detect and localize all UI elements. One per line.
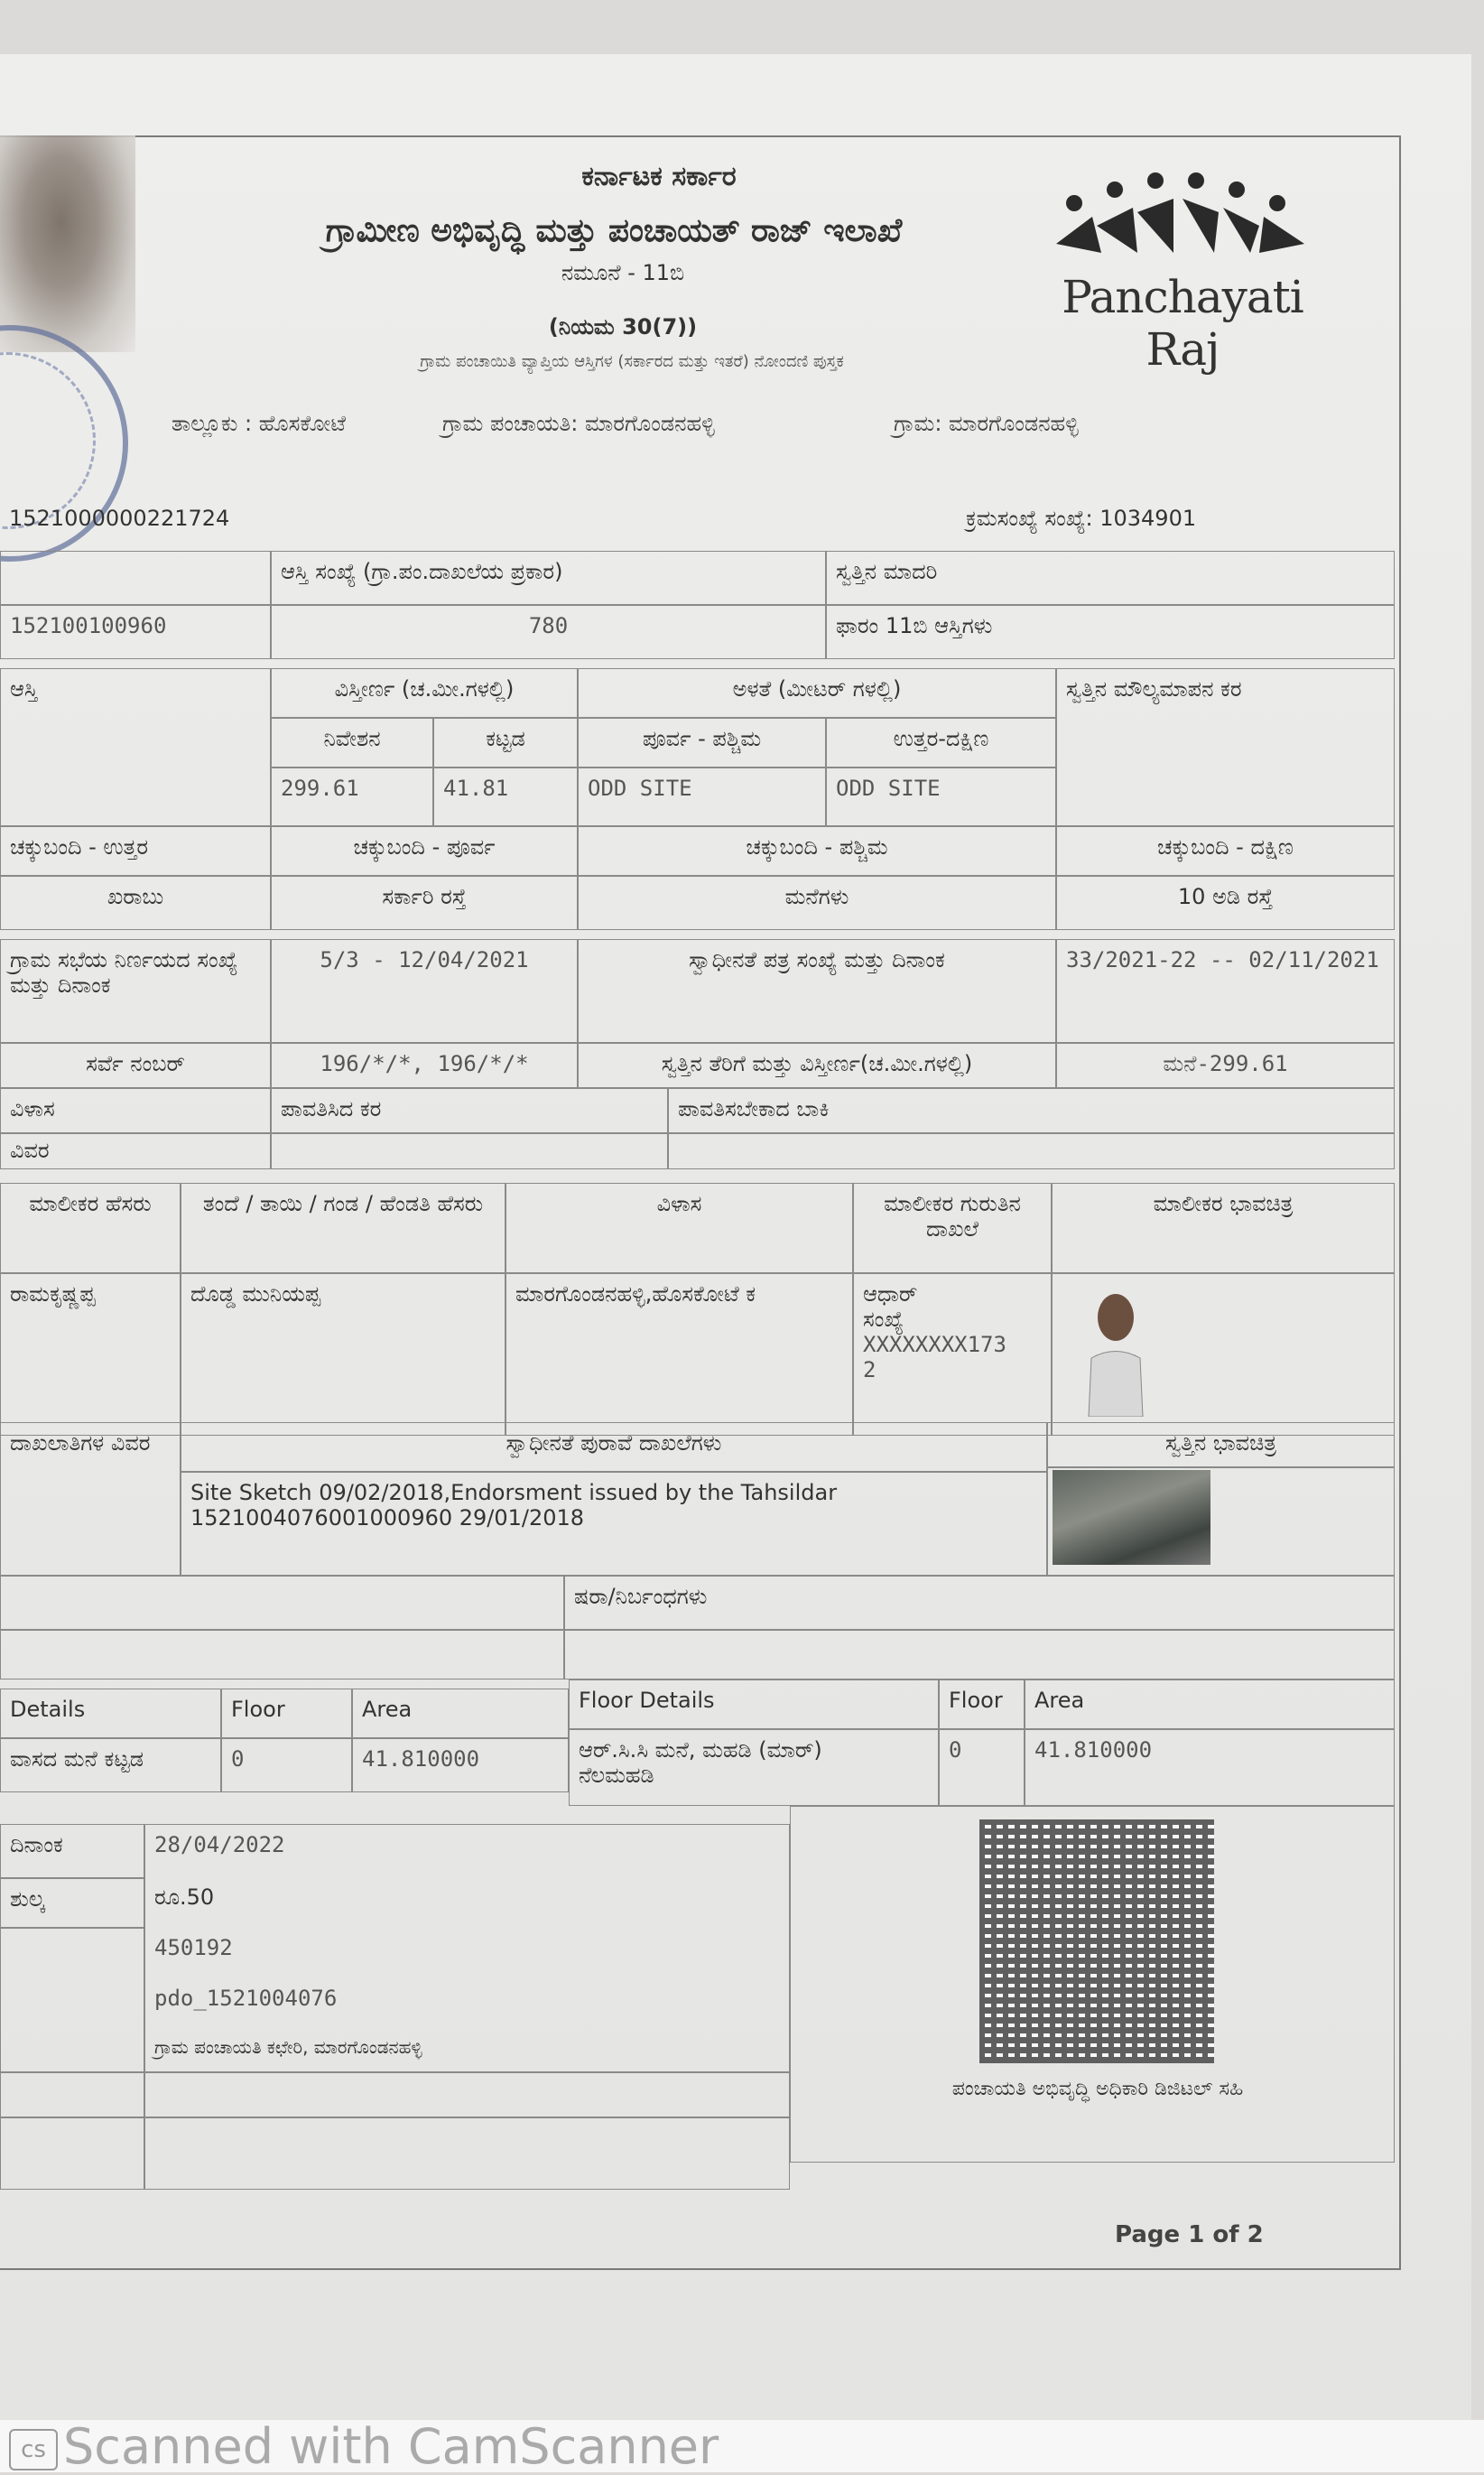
issue-date: 28/04/2022 <box>154 1832 285 1857</box>
area-header-right: Area <box>1025 1679 1395 1729</box>
floor-left-detail: ವಾಸದ ಮನೆ ಕಟ್ಟಡ <box>0 1738 221 1792</box>
camscanner-watermark: Scanned with CamScanner <box>63 2418 719 2475</box>
owner-id-number-end: 2 <box>863 1357 876 1382</box>
blank-cell <box>0 1928 144 2072</box>
tax-paid-label: ಪಾವತಿಸಿದ ಕರ <box>271 1088 668 1133</box>
dimension-header: ಅಳತೆ (ಮೀಟರ್ ಗಳಲ್ಲಿ) <box>578 668 1056 718</box>
owner-id-cell <box>853 1273 1052 1436</box>
gram-panchayat-label: ಗ್ರಾಮ ಪಂಚಾಯತಿ: ಮಾರಗೊಂಡನಹಳ್ಳಿ <box>442 411 715 436</box>
govt-title: ಕರ್ನಾಟಕ ಸರ್ಕಾರ <box>581 161 737 192</box>
building-label: ಕಟ್ಟಡ <box>433 718 578 768</box>
east-west-label: ಪೂರ್ವ - ಪಶ್ಚಿಮ <box>578 718 826 768</box>
karnataka-emblem-icon <box>0 135 135 352</box>
tax-area-label: ಸ್ವತ್ತಿನ ತೆರಿಗೆ ಮತ್ತು ವಿಸ್ತೀರ್ಣ(ಚ.ಮೀ.ಗಳಲ್ಲಿ) <box>578 1043 1056 1088</box>
property-number: 780 <box>271 605 826 659</box>
survey-label: ಸರ್ವೆ ನಂಬರ್ <box>0 1043 271 1088</box>
boundary-north-label: ಚಕ್ಕುಬಂದಿ - ಉತ್ತರ <box>0 826 271 876</box>
boundary-south-label: ಚಕ್ಕುಬಂದಿ - ದಕ್ಷಿಣ <box>1056 826 1395 876</box>
issue-date-label: ದಿನಾಂಕ <box>0 1824 144 1878</box>
issue-fee: ರೂ.50 <box>154 1884 215 1910</box>
owner-photo-cell <box>1052 1273 1395 1436</box>
site-area: 299.61 <box>271 768 433 826</box>
property-col-label: ಆಸ್ತಿ <box>0 668 271 826</box>
tax-area-value: ಮನೆ-299.61 <box>1056 1043 1395 1088</box>
tax-due-label: ಪಾವತಿಸಬೇಕಾದ ಬಾಕಿ <box>668 1088 1395 1133</box>
department-title: ಗ್ರಾಮೀಣ ಅಭಿವೃದ್ಧಿ ಮತ್ತು ಪಂಚಾಯತ್ ರಾಜ್ ಇಲಾಖೆ <box>325 212 903 249</box>
issued-by-user: pdo_1521004076 <box>154 1986 338 2011</box>
north-south-label: ಉತ್ತರ-ದಕ್ಷಿಣ <box>826 718 1056 768</box>
owner-name: ರಾಮಕೃಷ್ಣಪ್ಪ <box>0 1273 181 1436</box>
floor-left-area: 41.810000 <box>352 1738 569 1792</box>
property-type-value: ಫಾರಂ 11ಬಿ ಆಸ್ತಿಗಳು <box>826 605 1395 659</box>
boundary-north-value: ಖರಾಬು <box>0 876 271 930</box>
floor-header: Floor <box>221 1689 352 1738</box>
survey-value: 196/*/*, 196/*/* <box>271 1043 578 1088</box>
blank-cell <box>0 1576 564 1630</box>
page-number: Page 1 of 2 <box>1115 2221 1264 2248</box>
tax-header: ಸ್ವತ್ತಿನ ಮೌಲ್ಯಮಾಪನ ಕರ <box>1056 668 1395 826</box>
boundary-west-label: ಚಕ್ಕುಬಂದಿ - ಪಶ್ಚಿಮ <box>578 826 1056 876</box>
remarks-label: ಷರಾ/ನಿರ್ಬಂಧಗಳು <box>564 1576 1395 1630</box>
property-photo-label: ಸ್ವತ್ತಿನ ಭಾವಚಿತ್ರ <box>1047 1422 1395 1467</box>
owner-photo <box>1084 1281 1147 1417</box>
floor-header-2: Floor <box>939 1679 1025 1729</box>
boundary-south-value: 10 ಅಡಿ ರಸ್ತೆ <box>1056 876 1395 930</box>
floor-details-header: Details <box>0 1689 221 1738</box>
building-area: 41.81 <box>433 768 578 826</box>
owner-id-number: XXXXXXXX173 <box>863 1332 1006 1357</box>
possession-proof-label: ಸ್ವಾಧೀನತೆ ಪುರಾವೆ ದಾಖಲೆಗಳು <box>181 1422 1047 1472</box>
possession-value: 33/2021-22 -- 02/11/2021 <box>1056 939 1395 1043</box>
area-header-left: Area <box>352 1689 569 1738</box>
issuing-office: ಗ್ರಾಮ ಪಂಚಾಯತಿ ಕಛೇರಿ, ಮಾರಗೊಂಡನಹಳ್ಳಿ <box>154 2036 422 2058</box>
owner-father-name: ದೊಡ್ಡ ಮುನಿಯಪ್ಪ <box>181 1273 505 1436</box>
blank-cell <box>564 1630 1395 1679</box>
digital-signature-label: ಪಂಚಾಯತಿ ಅಭಿವೃದ್ಧಿ ಅಧಿಕಾರಿ ಡಿಜಿಟಲ್ ಸಹಿ <box>951 2078 1244 2100</box>
blank-cell <box>0 2072 144 2117</box>
form-number: ನಮೂನೆ - 11ಬಿ <box>561 260 685 285</box>
resolution-label: ಗ್ರಾಮ ಸಭೆಯ ನಿರ್ಣಯದ ಸಂಖ್ಯೆ ಮತ್ತು ದಿನಾಂಕ <box>0 939 271 1043</box>
area-header: ವಿಸ್ತೀರ್ಣ (ಚ.ಮೀ.ಗಳಲ್ಲಿ) <box>271 668 578 718</box>
floor-right-detail-2: ನೆಲಮಹಡಿ <box>579 1763 654 1788</box>
receipt-number: 450192 <box>154 1935 233 1960</box>
property-number-label: ಆಸ್ತಿ ಸಂಖ್ಯೆ (ಗ್ರಾ.ಪಂ.ದಾಖಲೆಯ ಪ್ರಕಾರ) <box>271 551 826 605</box>
issue-details-cell <box>144 1824 790 2072</box>
property-type-label: ಸ್ವತ್ತಿನ ಮಾದರಿ <box>826 551 1395 605</box>
boundary-east-value: ಸರ್ಕಾರಿ ರಸ್ತೆ <box>271 876 578 930</box>
owner-id-type: ಆಧಾರ್ <box>863 1281 918 1307</box>
blank-cell <box>144 2117 790 2190</box>
blank-cell <box>144 2072 790 2117</box>
qr-code <box>979 1819 1214 2063</box>
docs-line-2: 1521004076001000960 29/01/2018 <box>190 1505 585 1531</box>
floor-left-floor: 0 <box>221 1738 352 1792</box>
camscanner-icon: cs <box>9 2429 58 2470</box>
docs-label: ದಾಖಲಾತಿಗಳ ವಿವರ <box>0 1422 181 1576</box>
owner-id-header: ಮಾಲೀಕರ ಗುರುತಿನ ದಾಖಲೆ <box>853 1183 1052 1273</box>
resolution-value: 5/3 - 12/04/2021 <box>271 939 578 1043</box>
north-south-value: ODD SITE <box>826 768 1056 826</box>
possession-label: ಸ್ವಾಧೀನತೆ ಪತ್ರ ಸಂಖ್ಯೆ ಮತ್ತು ದಿನಾಂಕ <box>578 939 1056 1043</box>
boundary-east-label: ಚಕ್ಕುಬಂದಿ - ಪೂರ್ವ <box>271 826 578 876</box>
owner-id-sub: ಸಂಖ್ಯೆ <box>863 1307 904 1332</box>
floor-right-floor: 0 <box>939 1729 1025 1806</box>
floor-right-detail-cell <box>569 1729 939 1806</box>
property-photo <box>1053 1470 1210 1565</box>
blank-cell <box>0 551 271 605</box>
owner-photo-header: ಮಾಲೀಕರ ಭಾವಚಿತ್ರ <box>1052 1183 1395 1273</box>
property-left-id: 152100100960 <box>0 605 271 659</box>
boundary-west-value: ಮನೆಗಳು <box>578 876 1056 930</box>
panchayati-raj-logo-text: Panchayati Raj <box>1062 271 1303 376</box>
taluk-label: ತಾಲ್ಲೂಕು : ಹೊಸಕೋಟೆ <box>172 411 346 436</box>
blank-cell <box>0 2117 144 2190</box>
blank-cell <box>0 1630 564 1679</box>
docs-detail-cell <box>181 1472 1047 1576</box>
village-label: ಗ್ರಾಮ: ಮಾರಗೊಂಡನಹಳ್ಳಿ <box>894 411 1079 436</box>
site-label: ನಿವೇಶನ <box>271 718 433 768</box>
issue-fee-label: ಶುಲ್ಕ <box>0 1878 144 1928</box>
detail-label: ವಿವರ <box>0 1133 271 1169</box>
owner-address-header: ವಿಳಾಸ <box>505 1183 853 1273</box>
floor-right-detail: ಆರ್.ಸಿ.ಸಿ ಮನೆ, ಮಹಡಿ (ಮಾರ್) <box>579 1737 822 1763</box>
blank-cell <box>668 1133 1395 1169</box>
relation-header: ತಂದೆ / ತಾಯಿ / ಗಂಡ / ಹೆಂಡತಿ ಹೆಸರು <box>181 1183 505 1273</box>
form-subtitle: ಗ್ರಾಮ ಪಂಚಾಯಿತಿ ವ್ಯಾಪ್ತಿಯ ಆಸ್ತಿಗಳ (ಸರ್ಕಾರದ ಮತ್ತು ಇತರೆ) ನೋಂದಣಿ ಪುಸ್ತಕ <box>420 352 844 371</box>
property-photo-cell <box>1047 1467 1395 1576</box>
address-label: ವಿಳಾಸ <box>0 1088 271 1133</box>
east-west-value: ODD SITE <box>578 768 826 826</box>
blank-cell <box>271 1133 668 1169</box>
rule-number: (ನಿಯಮ 30(7)) <box>548 314 698 340</box>
property-id-left: 1521000000221724 <box>9 506 230 531</box>
floor-right-area: 41.810000 <box>1025 1729 1395 1806</box>
owner-address: ಮಾರಗೊಂಡನಹಳ್ಳಿ,ಹೊಸಕೋಟೆ ಕ <box>505 1273 853 1436</box>
docs-line-1: Site Sketch 09/02/2018,Endorsment issued by the Tahsildar <box>190 1480 838 1505</box>
owner-name-header: ಮಾಲೀಕರ ಹೆಸರು <box>0 1183 181 1273</box>
serial-number: ಕ್ರಮಸಂಖ್ಯೆ ಸಂಖ್ಯೆ: 1034901 <box>966 506 1197 531</box>
floor-details-header-2: Floor Details <box>569 1679 939 1729</box>
